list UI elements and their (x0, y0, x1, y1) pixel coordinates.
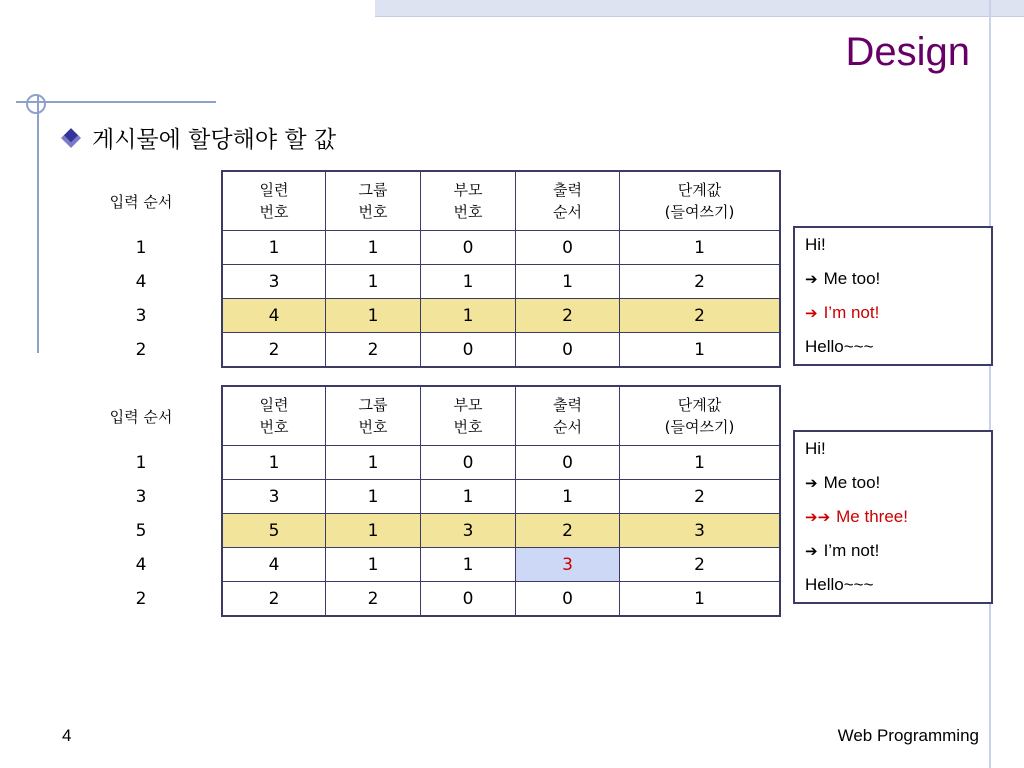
col-header-serial: 일련 번호 (222, 171, 326, 231)
table-cell: 4 (222, 299, 326, 333)
table-cell: 1 (421, 299, 516, 333)
thread-line (795, 534, 991, 568)
table-cell: 2 (516, 299, 620, 333)
post-values-table-2 (221, 385, 781, 617)
table-cell: 1 (222, 231, 326, 265)
table-row (222, 480, 780, 514)
decorative-circle (26, 94, 46, 114)
page-number: 4 (62, 726, 72, 745)
diamond-bullet-icon (61, 128, 81, 148)
table-cell: 0 (516, 231, 620, 265)
thread-text: Hello~~~ (805, 575, 874, 594)
table-row-highlighted (222, 299, 780, 333)
table-cell: 1 (326, 265, 421, 299)
input-order-cell: 2 (135, 340, 147, 360)
col-header-serial: 일련 번호 (222, 386, 326, 446)
thread-preview-box-2 (793, 430, 993, 604)
table-cell: 2 (516, 514, 620, 548)
col-header-output-order: 출력 순서 (516, 386, 620, 446)
table-cell: 2 (222, 333, 326, 368)
decorative-left-line (37, 95, 39, 353)
arrow-right-icon: ➔ (805, 270, 818, 288)
table-cell: 1 (620, 333, 781, 368)
table-cell: 1 (326, 231, 421, 265)
table-cell: 2 (620, 548, 781, 582)
table-cell: 0 (516, 333, 620, 368)
table-cell-changed: 3 (516, 548, 620, 582)
thread-text: Me three! (836, 507, 908, 526)
table-row (222, 582, 780, 617)
table-cell: 1 (620, 446, 781, 480)
arrow-right-icon: ➔ (805, 474, 818, 492)
table-row (222, 265, 780, 299)
table-cell: 3 (421, 514, 516, 548)
thread-text: Me too! (823, 269, 881, 288)
table-cell: 1 (326, 446, 421, 480)
thread-text: Hi! (805, 439, 826, 458)
input-order-cell: 2 (135, 589, 147, 609)
thread-line (795, 432, 991, 466)
table-cell: 3 (620, 514, 781, 548)
table-cell: 2 (222, 582, 326, 617)
table-row (222, 548, 780, 582)
thread-line-highlighted (795, 500, 991, 534)
table-cell: 0 (516, 582, 620, 617)
input-order-cell: 4 (135, 272, 147, 292)
input-order-cell: 4 (135, 555, 147, 575)
thread-preview-box-1 (793, 226, 993, 366)
input-order-cell: 5 (135, 521, 147, 541)
table-cell: 2 (326, 582, 421, 617)
table-cell: 1 (326, 548, 421, 582)
thread-text: Hello~~~ (805, 337, 874, 356)
bullet-text: 게시물에 할당해야 할 값 (92, 127, 337, 153)
thread-line (795, 228, 991, 262)
table-cell: 3 (222, 480, 326, 514)
table-cell: 0 (421, 446, 516, 480)
table-cell: 2 (620, 265, 781, 299)
input-order-cell: 3 (135, 306, 147, 326)
table-cell: 0 (421, 231, 516, 265)
table-header-row (222, 386, 780, 446)
thread-line (795, 568, 991, 602)
table-cell: 2 (620, 299, 781, 333)
input-order-cell: 1 (135, 238, 147, 258)
input-order-header: 입력 순서 (109, 192, 173, 211)
thread-line (795, 262, 991, 296)
thread-text: Hi! (805, 235, 826, 254)
table-cell: 2 (326, 333, 421, 368)
post-values-table-1 (221, 170, 781, 368)
col-header-group: 그룹 번호 (326, 171, 421, 231)
table-cell: 1 (620, 582, 781, 617)
table-cell: 0 (516, 446, 620, 480)
double-arrow-right-icon: ➔➔ (805, 508, 831, 526)
col-header-group: 그룹 번호 (326, 386, 421, 446)
table-cell: 1 (326, 480, 421, 514)
col-header-depth: 단계값 (들여쓰기) (620, 386, 781, 446)
table-cell: 4 (222, 548, 326, 582)
input-order-column-2 (76, 386, 206, 616)
table-row (222, 446, 780, 480)
col-header-parent: 부모 번호 (421, 386, 516, 446)
bullet-point (64, 121, 336, 154)
table-cell: 5 (222, 514, 326, 548)
arrow-right-icon: ➔ (805, 304, 818, 322)
thread-line (795, 466, 991, 500)
decorative-vertical-line (989, 0, 991, 768)
input-order-cell: 3 (135, 487, 147, 507)
table-cell: 1 (421, 548, 516, 582)
table-cell: 1 (421, 265, 516, 299)
thread-line (795, 330, 991, 364)
arrow-right-icon: ➔ (805, 542, 818, 560)
table-cell: 2 (620, 480, 781, 514)
col-header-output-order: 출력 순서 (516, 171, 620, 231)
table-cell: 1 (516, 480, 620, 514)
col-header-parent: 부모 번호 (421, 171, 516, 231)
table-row (222, 333, 780, 368)
table-cell: 0 (421, 333, 516, 368)
thread-line-highlighted (795, 296, 991, 330)
table-cell: 1 (326, 299, 421, 333)
footer-text: Web Programming (837, 726, 979, 745)
input-order-cell: 1 (135, 453, 147, 473)
input-order-column-1 (76, 171, 206, 367)
table-cell: 1 (516, 265, 620, 299)
table-header-row (222, 171, 780, 231)
thread-text: I’m not! (823, 541, 880, 560)
table-cell: 1 (620, 231, 781, 265)
thread-text: I’m not! (823, 303, 880, 322)
thread-text: Me too! (823, 473, 881, 492)
table-cell: 1 (222, 446, 326, 480)
decorative-horizontal-line (16, 101, 216, 103)
table-cell: 1 (326, 514, 421, 548)
input-order-header: 입력 순서 (109, 407, 173, 426)
table-row-highlighted (222, 514, 780, 548)
col-header-depth: 단계값 (들여쓰기) (620, 171, 781, 231)
table-row (222, 231, 780, 265)
table-cell: 0 (421, 582, 516, 617)
slide-title: Design (845, 30, 970, 74)
table-cell: 3 (222, 265, 326, 299)
top-decorative-band (375, 0, 1024, 17)
table-cell: 1 (421, 480, 516, 514)
